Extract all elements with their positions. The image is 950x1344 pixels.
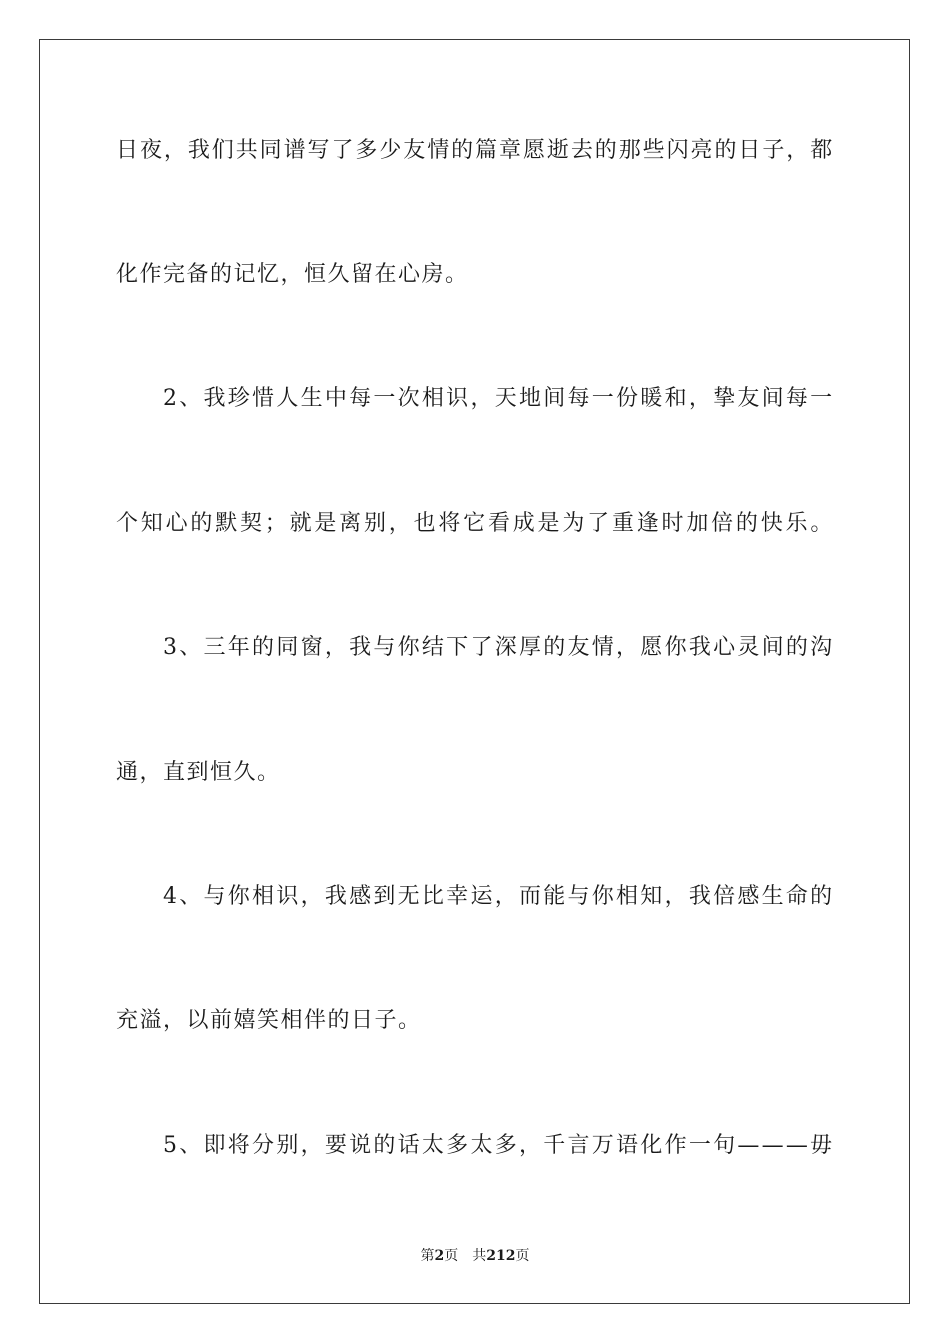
paragraph-5-line-1: 5 、 即 将 分 别 ， 要 说 的 话 太 多 太 多 ， 千 言 万 语 化 作 一 句 — — — 毋: [163, 1133, 834, 1158]
paragraph-2-line-2: 个 知 心 的 默 契 ； 就 是 离 别 ， 也 将 它 看 成 是 为 了 重 逢 时 加 倍 的 快 乐 。: [116, 511, 834, 536]
page-suffix: 页: [444, 1248, 459, 1264]
page-footer: [0, 1247, 950, 1265]
paragraph-3-line-1: 3 、 三 年 的 同 窗 ， 我 与 你 结 下 了 深 厚 的 友 情 ， 愿 你 我 心 灵 间 的 沟: [163, 635, 834, 660]
text-line-2: 化作完备的记忆，恒久留在心房。: [116, 262, 469, 287]
paragraph-4-line-1: 4 、 与 你 相 识 ， 我 感 到 无 比 幸 运 ， 而 能 与 你 相 知 ， 我 倍 感 生 命 的: [163, 884, 834, 909]
paragraph-3-line-2: 通，直到恒久。: [116, 760, 281, 785]
total-suffix: 页: [515, 1248, 530, 1264]
total-prefix: 共: [472, 1248, 487, 1264]
page-number: 2: [434, 1248, 445, 1264]
text-line-1: 日 夜 ， 我 们 共 同 谱 写 了 多 少 友 情 的 篇 章 愿 逝 去 的 那 些 闪 亮 的 日 子 ， 都: [116, 138, 834, 163]
page-border: [39, 39, 910, 1304]
total-pages: 212: [486, 1248, 516, 1264]
page-prefix: 第: [420, 1248, 435, 1264]
paragraph-4-line-2: 充溢，以前嬉笑相伴的日子。: [116, 1008, 422, 1033]
paragraph-2-line-1: 2 、 我 珍 惜 人 生 中 每 一 次 相 识 ， 天 地 间 每 一 份 暖 和 ， 挚 友 间 每 一: [163, 386, 834, 411]
